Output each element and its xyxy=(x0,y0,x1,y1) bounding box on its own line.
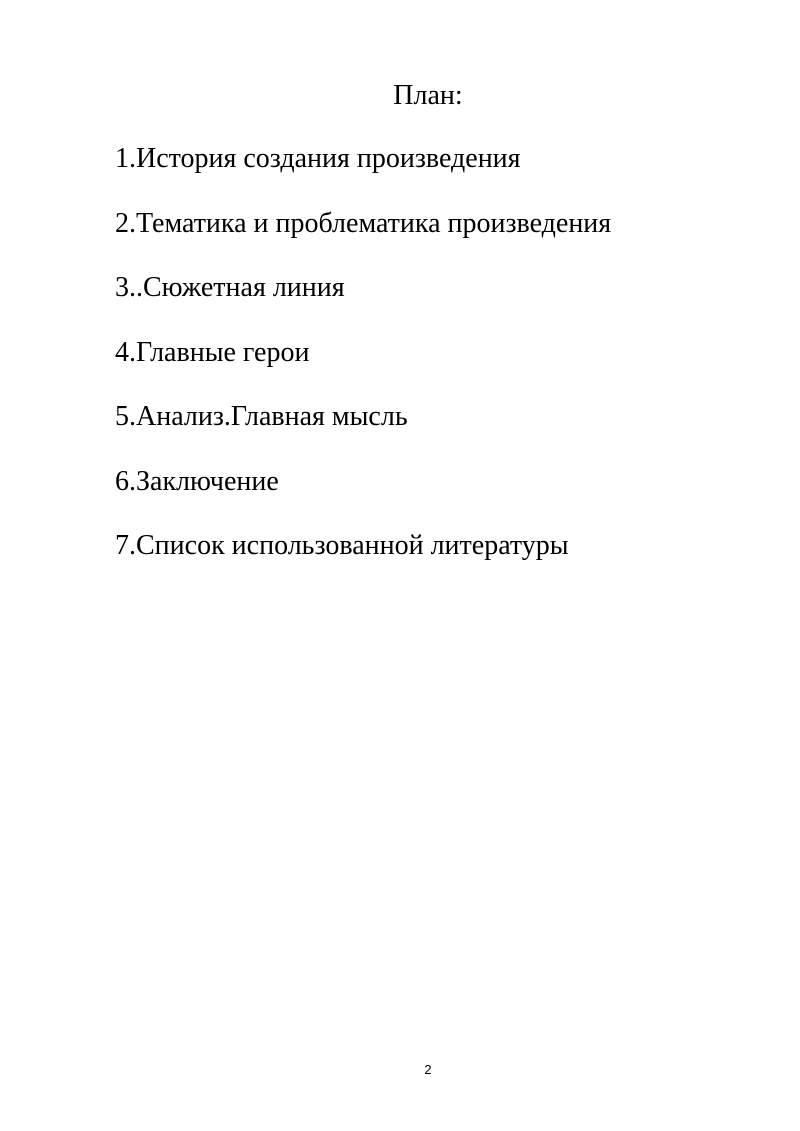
plan-item-6: 6.Заключение xyxy=(115,465,279,497)
plan-item-2: 2.Тематика и проблематика произведения xyxy=(115,207,612,239)
plan-item-1: 1.История создания произведения xyxy=(115,143,521,174)
plan-item-4: 4.Главные герои xyxy=(115,336,310,368)
page-number: 2 xyxy=(424,1062,432,1077)
plan-item-3: 3..Сюжетная линия xyxy=(115,272,345,303)
plan-list xyxy=(115,141,611,593)
page-title: План: xyxy=(393,80,463,111)
plan-item-5: 5.Анализ.Главная мысль xyxy=(115,401,408,432)
plan-item-7: 7.Список использованной литературы xyxy=(115,530,569,561)
